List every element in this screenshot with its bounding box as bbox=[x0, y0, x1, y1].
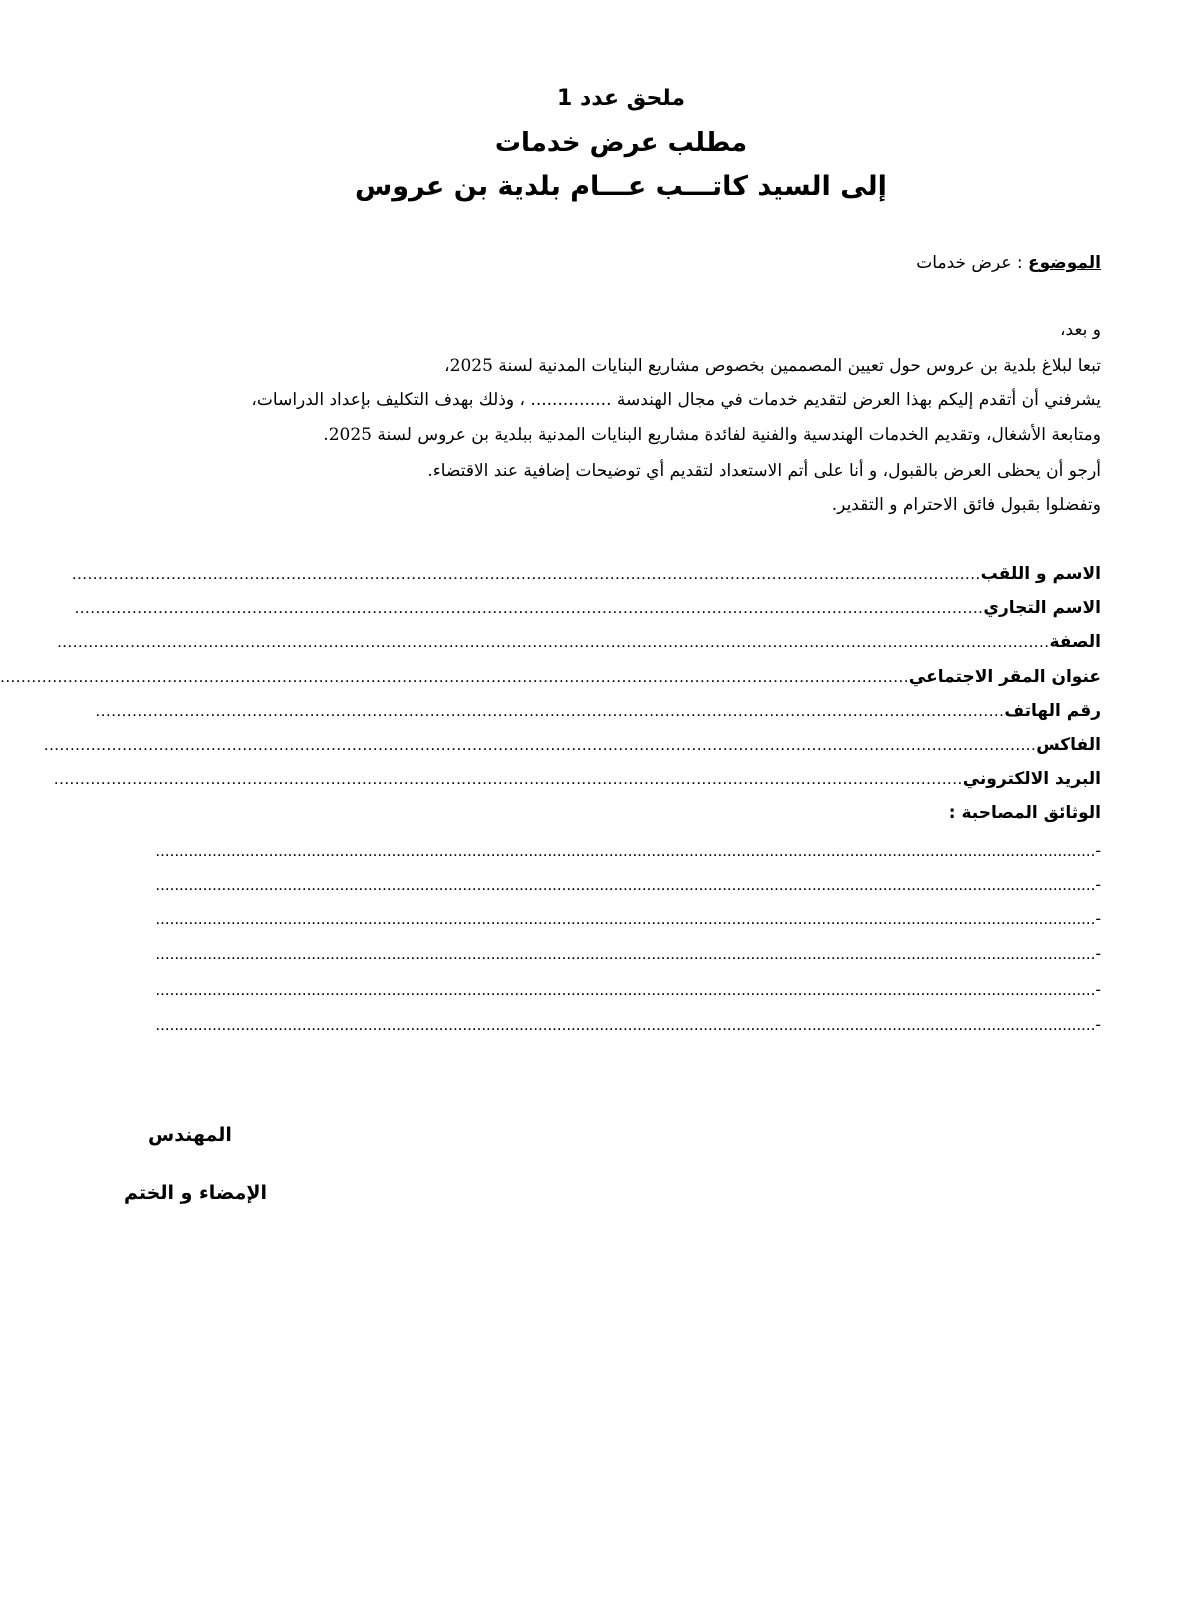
greeting: و بعد، bbox=[1060, 320, 1101, 340]
documents-heading bbox=[114, 803, 1101, 829]
subject-line bbox=[916, 253, 1101, 273]
subject-separator: : bbox=[1011, 253, 1029, 273]
document-entry-line[interactable]: -....................................................................................................................................................................................................... bbox=[155, 909, 1101, 928]
field-email[interactable] bbox=[53, 769, 1101, 795]
body-paragraph-line: يشرفني أن أتقدم إليكم بهذا العرض لتقديم خدمات في مجال الهندسة ............... ، وذلك بهدف التكليف بإعداد الدراسات، bbox=[251, 390, 1101, 410]
addressee: إلى السيد كاتـــب عـــام بلدية بن عروس bbox=[355, 171, 887, 202]
field-label: الصفة bbox=[1049, 632, 1101, 652]
document-entry-line[interactable]: -....................................................................................................................................................................................................... bbox=[155, 1015, 1101, 1034]
field-label: الاسم التجاري bbox=[983, 598, 1101, 618]
fill-dots: .............................................................................................................................................................................. bbox=[71, 564, 981, 583]
body-paragraph-line: ومتابعة الأشغال، وتقديم الخدمات الهندسية والفنية لفائدة مشاريع البنايات المدنية ببلدية بن عروس لسنة 2025. bbox=[323, 425, 1101, 445]
field-phone[interactable] bbox=[95, 701, 1101, 727]
annex-number: ملحق عدد 1 bbox=[557, 86, 685, 111]
field-capacity[interactable] bbox=[57, 632, 1101, 658]
documents-label: الوثائق المصاحبة : bbox=[948, 803, 1101, 823]
fill-dots: .............................................................................................................................................................................................. bbox=[57, 632, 1050, 651]
signature-stamp-label: الإمضاء و الختم bbox=[124, 1182, 268, 1204]
document-entry-line[interactable]: -....................................................................................................................................................................................................... bbox=[155, 841, 1101, 860]
field-label: الفاكس bbox=[1036, 735, 1101, 755]
fill-dots: .............................................................................................................................................................................. bbox=[74, 598, 984, 617]
document-entry-line[interactable]: -....................................................................................................................................................................................................... bbox=[155, 875, 1101, 894]
field-head-office-address[interactable] bbox=[0, 667, 1101, 693]
subject-label: الموضوع bbox=[1028, 253, 1101, 273]
fill-dots: .............................................................................................................................................................................. bbox=[53, 769, 963, 788]
field-label: عنوان المقر الاجتماعي bbox=[908, 667, 1101, 687]
field-label: رقم الهاتف bbox=[1004, 701, 1101, 721]
body-paragraph-line: تبعا لبلاغ بلدية بن عروس حول تعيين المصممين بخصوص مشاريع البنايات المدنية لسنة 2025، bbox=[444, 356, 1101, 376]
field-label: الاسم و اللقب bbox=[980, 564, 1101, 584]
field-label: البريد الالكتروني bbox=[962, 769, 1101, 789]
field-trade-name[interactable] bbox=[74, 598, 1101, 624]
subject-value: عرض خدمات bbox=[916, 253, 1012, 273]
field-name[interactable] bbox=[71, 564, 1101, 590]
fill-dots: .............................................................................................................................................................................. bbox=[95, 701, 1005, 720]
fill-dots: .............................................................................................................................................................................. bbox=[0, 667, 909, 686]
document-entry-line[interactable]: -....................................................................................................................................................................................................... bbox=[155, 980, 1101, 999]
fill-dots: .............................................................................................................................................................................................. bbox=[43, 735, 1037, 754]
document-title: مطلب عرض خدمات bbox=[494, 128, 748, 158]
field-fax[interactable] bbox=[43, 735, 1101, 761]
closing-line: وتفضلوا بقبول فائق الاحترام و التقدير. bbox=[831, 495, 1101, 515]
signatory-title: المهندس bbox=[148, 1124, 232, 1146]
body-paragraph-line: أرجو أن يحظى العرض بالقبول، و أنا على أتم الاستعداد لتقديم أي توضيحات إضافية عند الاقتضاء. bbox=[427, 461, 1101, 481]
document-entry-line[interactable]: -....................................................................................................................................................................................................... bbox=[155, 944, 1101, 963]
